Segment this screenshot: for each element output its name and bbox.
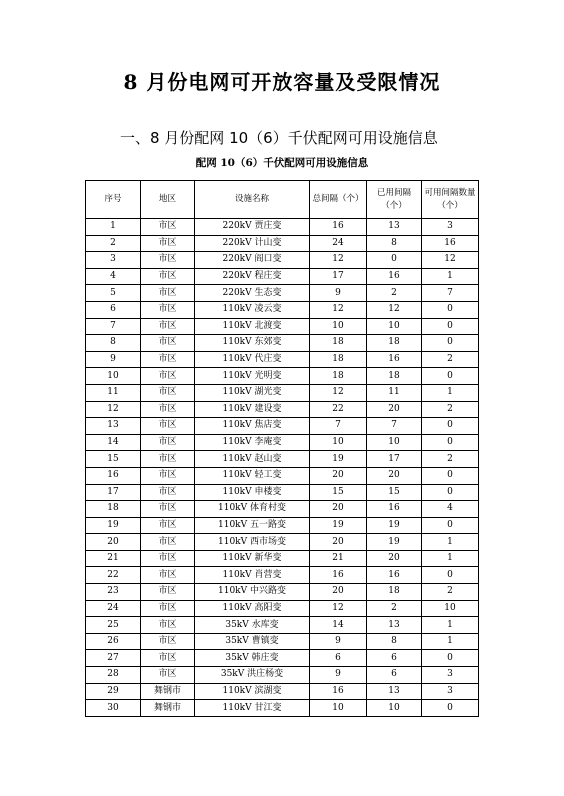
cell-facility-name: 110kV 凌云变 bbox=[195, 301, 310, 318]
cell-index: 4 bbox=[86, 268, 141, 285]
cell-facility-name: 110kV 新华变 bbox=[195, 550, 310, 567]
cell-available-bays: 7 bbox=[422, 285, 479, 302]
cell-total-bays: 7 bbox=[310, 418, 367, 435]
cell-total-bays: 6 bbox=[310, 650, 367, 667]
cell-index: 29 bbox=[86, 683, 141, 700]
section-heading: 一、8 月份配网 10（6）千伏配网可用设施信息 bbox=[120, 129, 438, 147]
cell-region: 市区 bbox=[141, 252, 195, 269]
cell-available-bays: 0 bbox=[422, 484, 479, 501]
cell-total-bays: 21 bbox=[310, 550, 367, 567]
cell-available-bays: 0 bbox=[422, 650, 479, 667]
cell-facility-name: 110kV 东郊变 bbox=[195, 335, 310, 352]
cell-facility-name: 110kV 湖光变 bbox=[195, 384, 310, 401]
cell-facility-name: 110kV 中兴路变 bbox=[195, 584, 310, 601]
header-total-bays: 总间隔（个） bbox=[310, 181, 367, 219]
cell-used-bays: 16 bbox=[367, 268, 422, 285]
cell-available-bays: 0 bbox=[422, 301, 479, 318]
cell-total-bays: 18 bbox=[310, 335, 367, 352]
cell-index: 22 bbox=[86, 567, 141, 584]
cell-facility-name: 110kV 光明变 bbox=[195, 368, 310, 385]
cell-used-bays: 19 bbox=[367, 534, 422, 551]
cell-used-bays: 6 bbox=[367, 650, 422, 667]
cell-available-bays: 0 bbox=[422, 517, 479, 534]
cell-facility-name: 35kV 曹镇变 bbox=[195, 633, 310, 650]
cell-total-bays: 16 bbox=[310, 219, 367, 236]
cell-used-bays: 10 bbox=[367, 700, 422, 717]
table-row bbox=[86, 252, 479, 269]
cell-total-bays: 10 bbox=[310, 700, 367, 717]
cell-facility-name: 110kV 代庄变 bbox=[195, 351, 310, 368]
cell-available-bays: 0 bbox=[422, 368, 479, 385]
document-title: 8 月份电网可开放容量及受限情况 bbox=[123, 70, 441, 94]
table-row bbox=[86, 467, 479, 484]
cell-used-bays: 13 bbox=[367, 219, 422, 236]
table-row bbox=[86, 219, 479, 236]
table-row bbox=[86, 700, 479, 717]
cell-available-bays: 2 bbox=[422, 451, 479, 468]
cell-total-bays: 20 bbox=[310, 534, 367, 551]
cell-index: 26 bbox=[86, 633, 141, 650]
cell-available-bays: 12 bbox=[422, 252, 479, 269]
cell-used-bays: 17 bbox=[367, 451, 422, 468]
cell-facility-name: 110kV 轻工变 bbox=[195, 467, 310, 484]
cell-region: 市区 bbox=[141, 401, 195, 418]
cell-total-bays: 19 bbox=[310, 517, 367, 534]
cell-available-bays: 1 bbox=[422, 633, 479, 650]
cell-region: 市区 bbox=[141, 418, 195, 435]
cell-index: 19 bbox=[86, 517, 141, 534]
cell-index: 13 bbox=[86, 418, 141, 435]
cell-facility-name: 35kV 洪庄杨变 bbox=[195, 667, 310, 684]
cell-region: 市区 bbox=[141, 451, 195, 468]
table-row bbox=[86, 351, 479, 368]
cell-total-bays: 12 bbox=[310, 600, 367, 617]
table-row bbox=[86, 401, 479, 418]
cell-available-bays: 0 bbox=[422, 467, 479, 484]
cell-available-bays: 1 bbox=[422, 550, 479, 567]
header-used-bays: 已用间隔（个） bbox=[367, 181, 422, 219]
cell-region: 舞钢市 bbox=[141, 683, 195, 700]
cell-index: 16 bbox=[86, 467, 141, 484]
cell-used-bays: 13 bbox=[367, 617, 422, 634]
cell-region: 市区 bbox=[141, 368, 195, 385]
cell-used-bays: 0 bbox=[367, 252, 422, 269]
cell-total-bays: 18 bbox=[310, 368, 367, 385]
facility-table bbox=[85, 180, 479, 717]
header-region: 地区 bbox=[141, 181, 195, 219]
cell-facility-name: 110kV 北渡变 bbox=[195, 318, 310, 335]
cell-available-bays: 3 bbox=[422, 219, 479, 236]
table-body bbox=[86, 219, 479, 717]
cell-available-bays: 16 bbox=[422, 235, 479, 252]
cell-region: 市区 bbox=[141, 467, 195, 484]
cell-index: 23 bbox=[86, 584, 141, 601]
cell-index: 30 bbox=[86, 700, 141, 717]
table-row bbox=[86, 434, 479, 451]
header-available-bays: 可用间隔数量（个） bbox=[422, 181, 479, 219]
cell-used-bays: 18 bbox=[367, 368, 422, 385]
cell-region: 市区 bbox=[141, 219, 195, 236]
cell-total-bays: 12 bbox=[310, 252, 367, 269]
cell-region: 市区 bbox=[141, 600, 195, 617]
cell-used-bays: 8 bbox=[367, 235, 422, 252]
table-row bbox=[86, 484, 479, 501]
table-row bbox=[86, 683, 479, 700]
cell-index: 1 bbox=[86, 219, 141, 236]
cell-index: 15 bbox=[86, 451, 141, 468]
cell-region: 市区 bbox=[141, 567, 195, 584]
cell-index: 7 bbox=[86, 318, 141, 335]
table-row bbox=[86, 550, 479, 567]
cell-facility-name: 220kV 计山变 bbox=[195, 235, 310, 252]
cell-index: 17 bbox=[86, 484, 141, 501]
cell-facility-name: 220kV 程庄变 bbox=[195, 268, 310, 285]
cell-facility-name: 110kV 李庵变 bbox=[195, 434, 310, 451]
cell-index: 21 bbox=[86, 550, 141, 567]
cell-facility-name: 110kV 肖营变 bbox=[195, 567, 310, 584]
table-row bbox=[86, 650, 479, 667]
cell-region: 市区 bbox=[141, 550, 195, 567]
cell-available-bays: 2 bbox=[422, 401, 479, 418]
cell-index: 18 bbox=[86, 501, 141, 518]
cell-total-bays: 14 bbox=[310, 617, 367, 634]
table-row bbox=[86, 235, 479, 252]
cell-region: 市区 bbox=[141, 501, 195, 518]
cell-region: 市区 bbox=[141, 484, 195, 501]
cell-index: 27 bbox=[86, 650, 141, 667]
cell-available-bays: 1 bbox=[422, 384, 479, 401]
cell-used-bays: 10 bbox=[367, 434, 422, 451]
cell-total-bays: 9 bbox=[310, 667, 367, 684]
table-row bbox=[86, 600, 479, 617]
cell-index: 12 bbox=[86, 401, 141, 418]
cell-region: 市区 bbox=[141, 318, 195, 335]
table-caption: 配网 10（6）千伏配网可用设施信息 bbox=[195, 157, 369, 169]
cell-used-bays: 2 bbox=[367, 285, 422, 302]
cell-used-bays: 18 bbox=[367, 335, 422, 352]
cell-index: 2 bbox=[86, 235, 141, 252]
cell-region: 市区 bbox=[141, 534, 195, 551]
cell-total-bays: 9 bbox=[310, 633, 367, 650]
cell-region: 舞钢市 bbox=[141, 700, 195, 717]
table-row bbox=[86, 451, 479, 468]
table-row bbox=[86, 418, 479, 435]
cell-total-bays: 10 bbox=[310, 318, 367, 335]
cell-available-bays: 0 bbox=[422, 434, 479, 451]
cell-facility-name: 110kV 滨湖变 bbox=[195, 683, 310, 700]
cell-facility-name: 110kV 申楼变 bbox=[195, 484, 310, 501]
cell-total-bays: 9 bbox=[310, 285, 367, 302]
table-row bbox=[86, 517, 479, 534]
table-row bbox=[86, 318, 479, 335]
cell-index: 3 bbox=[86, 252, 141, 269]
cell-region: 市区 bbox=[141, 633, 195, 650]
cell-index: 14 bbox=[86, 434, 141, 451]
cell-used-bays: 2 bbox=[367, 600, 422, 617]
cell-facility-name: 220kV 贾庄变 bbox=[195, 219, 310, 236]
cell-facility-name: 110kV 五一路变 bbox=[195, 517, 310, 534]
cell-region: 市区 bbox=[141, 384, 195, 401]
cell-facility-name: 110kV 焦店变 bbox=[195, 418, 310, 435]
cell-used-bays: 20 bbox=[367, 401, 422, 418]
cell-index: 25 bbox=[86, 617, 141, 634]
cell-available-bays: 0 bbox=[422, 318, 479, 335]
cell-facility-name: 35kV 韩庄变 bbox=[195, 650, 310, 667]
cell-region: 市区 bbox=[141, 584, 195, 601]
cell-available-bays: 0 bbox=[422, 567, 479, 584]
cell-used-bays: 6 bbox=[367, 667, 422, 684]
cell-total-bays: 12 bbox=[310, 301, 367, 318]
cell-used-bays: 11 bbox=[367, 384, 422, 401]
table-row bbox=[86, 335, 479, 352]
cell-total-bays: 22 bbox=[310, 401, 367, 418]
cell-used-bays: 19 bbox=[367, 517, 422, 534]
cell-facility-name: 110kV 高阳变 bbox=[195, 600, 310, 617]
cell-total-bays: 15 bbox=[310, 484, 367, 501]
cell-region: 市区 bbox=[141, 650, 195, 667]
table-row bbox=[86, 368, 479, 385]
cell-facility-name: 110kV 西市场变 bbox=[195, 534, 310, 551]
cell-available-bays: 1 bbox=[422, 268, 479, 285]
table-row bbox=[86, 501, 479, 518]
cell-index: 24 bbox=[86, 600, 141, 617]
cell-used-bays: 15 bbox=[367, 484, 422, 501]
cell-total-bays: 24 bbox=[310, 235, 367, 252]
cell-available-bays: 0 bbox=[422, 418, 479, 435]
cell-available-bays: 2 bbox=[422, 584, 479, 601]
cell-total-bays: 19 bbox=[310, 451, 367, 468]
cell-total-bays: 20 bbox=[310, 467, 367, 484]
cell-index: 8 bbox=[86, 335, 141, 352]
cell-index: 20 bbox=[86, 534, 141, 551]
cell-facility-name: 110kV 体育村变 bbox=[195, 501, 310, 518]
cell-used-bays: 16 bbox=[367, 501, 422, 518]
cell-facility-name: 35kV 水库变 bbox=[195, 617, 310, 634]
table-row bbox=[86, 584, 479, 601]
cell-available-bays: 1 bbox=[422, 534, 479, 551]
table-row bbox=[86, 567, 479, 584]
cell-available-bays: 0 bbox=[422, 700, 479, 717]
cell-region: 市区 bbox=[141, 335, 195, 352]
cell-available-bays: 10 bbox=[422, 600, 479, 617]
cell-used-bays: 7 bbox=[367, 418, 422, 435]
cell-index: 5 bbox=[86, 285, 141, 302]
cell-region: 市区 bbox=[141, 434, 195, 451]
cell-region: 市区 bbox=[141, 285, 195, 302]
cell-used-bays: 18 bbox=[367, 584, 422, 601]
cell-total-bays: 20 bbox=[310, 584, 367, 601]
cell-facility-name: 110kV 赵山变 bbox=[195, 451, 310, 468]
cell-total-bays: 16 bbox=[310, 683, 367, 700]
cell-available-bays: 3 bbox=[422, 683, 479, 700]
cell-region: 市区 bbox=[141, 517, 195, 534]
cell-index: 28 bbox=[86, 667, 141, 684]
header-index: 序号 bbox=[86, 181, 141, 219]
header-facility-name: 设施名称 bbox=[195, 181, 310, 219]
cell-total-bays: 16 bbox=[310, 567, 367, 584]
cell-used-bays: 10 bbox=[367, 318, 422, 335]
cell-region: 市区 bbox=[141, 667, 195, 684]
cell-available-bays: 2 bbox=[422, 351, 479, 368]
cell-facility-name: 220kV 生态变 bbox=[195, 285, 310, 302]
cell-index: 11 bbox=[86, 384, 141, 401]
cell-index: 10 bbox=[86, 368, 141, 385]
cell-facility-name: 110kV 甘江变 bbox=[195, 700, 310, 717]
cell-used-bays: 16 bbox=[367, 567, 422, 584]
cell-region: 市区 bbox=[141, 617, 195, 634]
cell-total-bays: 10 bbox=[310, 434, 367, 451]
cell-facility-name: 110kV 建设变 bbox=[195, 401, 310, 418]
table-row bbox=[86, 667, 479, 684]
cell-used-bays: 20 bbox=[367, 467, 422, 484]
cell-region: 市区 bbox=[141, 301, 195, 318]
cell-region: 市区 bbox=[141, 351, 195, 368]
cell-index: 6 bbox=[86, 301, 141, 318]
table-row bbox=[86, 301, 479, 318]
cell-used-bays: 8 bbox=[367, 633, 422, 650]
cell-available-bays: 0 bbox=[422, 335, 479, 352]
cell-total-bays: 18 bbox=[310, 351, 367, 368]
table-row bbox=[86, 534, 479, 551]
table-row bbox=[86, 633, 479, 650]
table-row bbox=[86, 617, 479, 634]
cell-available-bays: 3 bbox=[422, 667, 479, 684]
cell-used-bays: 16 bbox=[367, 351, 422, 368]
cell-total-bays: 20 bbox=[310, 501, 367, 518]
table-header-row bbox=[86, 181, 479, 219]
cell-available-bays: 4 bbox=[422, 501, 479, 518]
cell-facility-name: 220kV 阎口变 bbox=[195, 252, 310, 269]
cell-used-bays: 20 bbox=[367, 550, 422, 567]
table-row bbox=[86, 268, 479, 285]
cell-index: 9 bbox=[86, 351, 141, 368]
cell-total-bays: 17 bbox=[310, 268, 367, 285]
cell-used-bays: 13 bbox=[367, 683, 422, 700]
cell-total-bays: 12 bbox=[310, 384, 367, 401]
cell-region: 市区 bbox=[141, 268, 195, 285]
table-row bbox=[86, 285, 479, 302]
cell-used-bays: 12 bbox=[367, 301, 422, 318]
cell-available-bays: 1 bbox=[422, 617, 479, 634]
cell-region: 市区 bbox=[141, 235, 195, 252]
table-row bbox=[86, 384, 479, 401]
